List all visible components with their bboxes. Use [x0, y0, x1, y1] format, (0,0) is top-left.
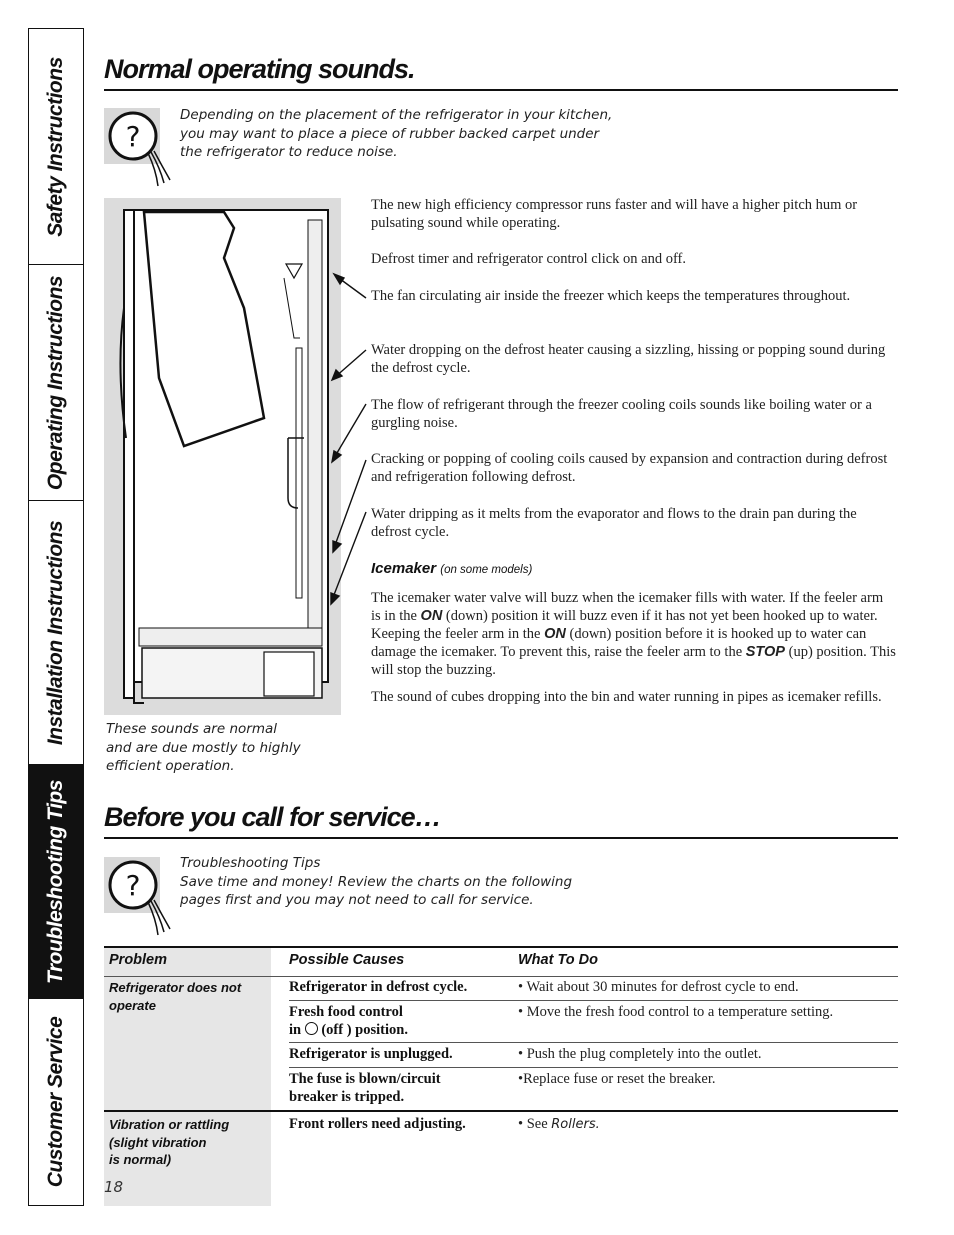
table-row: Refrigerator is unplugged.	[289, 1046, 453, 1062]
tab-installation-instructions[interactable]: Installation Instructions	[29, 501, 83, 765]
table-row-action: • See Rollers.	[518, 1116, 600, 1132]
refrigerator-illustration	[104, 198, 341, 715]
svg-text:?: ?	[125, 869, 141, 902]
sound-refrigerant-flow: The flow of refrigerant through the freezer cooling coils sounds like boiling water or a gurgling noise.	[371, 397, 872, 431]
tab-troubleshooting-tips[interactable]: Troubleshooting Tips	[29, 765, 83, 999]
icemaker-refill: The sound of cubes dropping into the bin and water running in pipes as icemaker refills.	[371, 689, 882, 705]
service-title: Before you call for service…	[104, 802, 441, 832]
sound-compressor: The new high efficiency compressor runs faster and will have a higher pitch hum or pulsating sound while operating.	[371, 197, 858, 231]
sound-cooling-coils: Cracking or popping of cooling coils caused by expansion and contraction during defrost and refrigeration following defrost.	[371, 451, 888, 485]
question-icon	[104, 108, 160, 164]
off-circle-icon	[305, 1022, 318, 1035]
sounds-intro: Depending on the placement of the refrigerator in your kitchen, you may want to place a piece of rubber backed carpet under the refrigerator to reduce noise.	[180, 107, 613, 160]
page-number: 18	[104, 1178, 124, 1196]
svg-text:?: ?	[125, 120, 141, 153]
sound-fan: The fan circulating air inside the freezer which keeps the temperatures throughout.	[371, 288, 851, 304]
sounds-title: Normal operating sounds.	[104, 54, 415, 84]
table-row-action: • Push the plug completely into the outlet.	[518, 1046, 762, 1062]
table-row: The fuse is blown/circuit breaker is tripped.	[289, 1071, 441, 1105]
table-row-action: • Wait about 30 minutes for defrost cycle to end.	[518, 979, 799, 995]
section-tabs	[28, 28, 84, 1206]
tab-customer-service[interactable]: Customer Service	[44, 1016, 67, 1187]
service-rule	[104, 837, 898, 839]
table-row: Refrigerator in defrost cycle.	[289, 979, 468, 995]
header-todo: What To Do	[518, 952, 598, 968]
sounds-caption: These sounds are normal and are due mostly to highly efficient operation.	[106, 721, 301, 774]
sound-water-dripping: Water dripping as it melts from the evaporator and flows to the drain pan during the defrost cycle.	[371, 506, 857, 540]
header-causes: Possible Causes	[289, 952, 405, 968]
question-icon	[104, 857, 160, 913]
sound-defrost-timer: Defrost timer and refrigerator control click on and off.	[371, 251, 686, 267]
tab-safety-instructions[interactable]: Safety Instructions	[29, 29, 83, 265]
sound-defrost-heater: Water dropping on the defrost heater causing a sizzling, hissing or popping sound during the defrost cycle.	[371, 342, 886, 376]
service-intro: Troubleshooting Tips Save time and money! Review the charts on the following pages first and you may not need to call for service.	[180, 855, 573, 908]
header-problem: Problem	[109, 952, 168, 968]
table-row: Front rollers need adjusting.	[289, 1116, 466, 1132]
icemaker-heading: Icemaker (on some models)	[371, 560, 533, 577]
icemaker-paragraph: The icemaker water valve will buzz when the icemaker fills with water. If the feeler arm is in the ON (down) position it will buzz even if it has not yet been hooked up to water. Keeping the feeler arm in the ON (down) position before it is hooked up to water can damage the icemaker. To prevent this, raise the feeler arm to the STOP (up) position. This will stop the buzzing.	[371, 590, 896, 678]
rollers-link[interactable]: Rollers.	[551, 1117, 600, 1132]
table-row-action: • Move the fresh food control to a temperature setting.	[518, 1004, 834, 1020]
table-row-action: •Replace fuse or reset the breaker.	[518, 1071, 716, 1087]
problem-does-not-operate: Refrigerator does not operate	[109, 980, 242, 1013]
table-row: Fresh food control in (off ) position.	[289, 1004, 408, 1038]
tab-operating-instructions[interactable]: Operating Instructions	[29, 265, 83, 501]
title-rule	[104, 89, 898, 91]
problem-vibration: Vibration or rattling (slight vibration is normal)	[109, 1117, 230, 1167]
